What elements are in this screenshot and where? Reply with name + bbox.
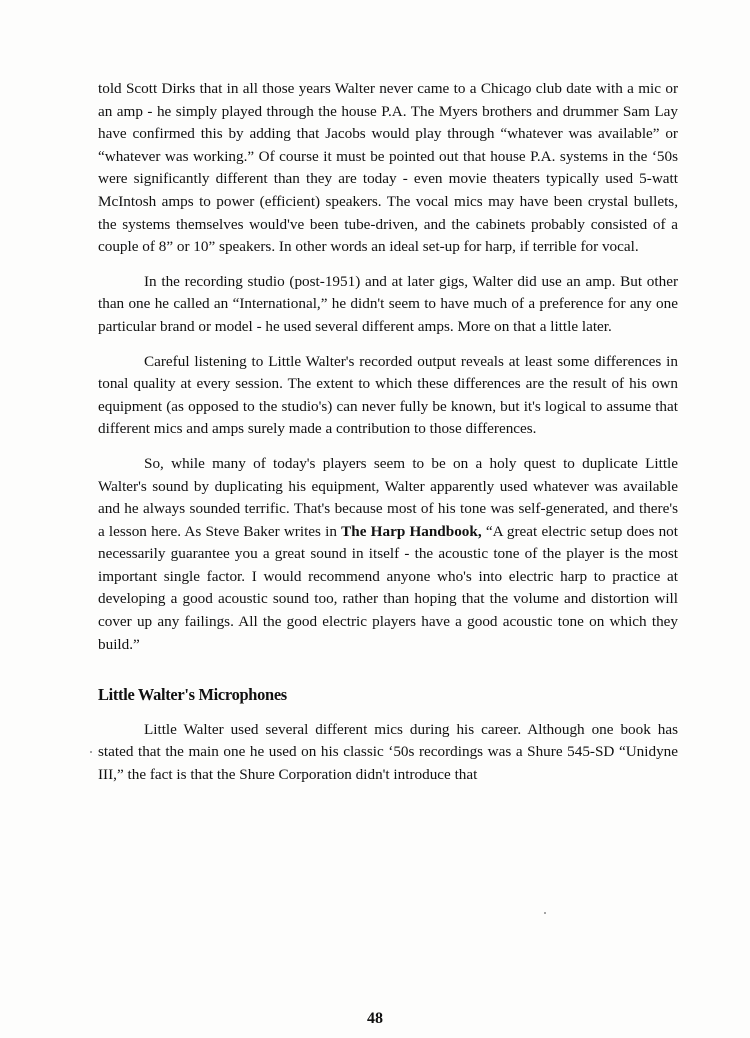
section-heading: Little Walter's Microphones <box>98 685 287 705</box>
scan-speck <box>90 751 92 753</box>
paragraph-1: told Scott Dirks that in all those years Walter never came to a Chicago club date with a mic or an amp - he simply played through the house P.A. The Myers brothers and drummer Sam Lay have confirmed this by adding that Jacobs would play through “whatever was available” or “whatever was working.” Of course it must be pointed out that house P.A. systems in the ‘50s were significantly different than they are today - even movie theaters typically used 5-watt McIntosh amps to power (efficient) speakers. The vocal mics may have been crystal bullets, the systems themselves would've been tube-driven, and the cabinets probably consisted of a couple of 8” or 10” speakers. In other words an ideal set-up for harp, if terrible for vocal. <box>98 80 678 256</box>
paragraph-3: Careful listening to Little Walter's recorded output reveals at least some differences in tonal quality at every session. The extent to which these differences are the result of his own equipment (as opposed to the studio's) can never fully be known, but it's logical to assume that different mics and amps surely made a contribution to those differences. <box>98 352 678 438</box>
paragraph-4-text-after: “A great electric setup does not necessarily guarantee you a great sound in itself - the acoustic tone of the player is the most important single factor. I would recommend anyone who's into electric harp to practice at developing a good acoustic sound too, rather than hoping that the volume and distortion will cover up any failings. All the good electric players have a good acoustic tone on which they build.” <box>98 522 678 653</box>
paragraph-4 <box>98 453 678 656</box>
book-title: The Harp Handbook, <box>341 522 482 540</box>
paragraph-2: In the recording studio (post-1951) and at later gigs, Walter did use an amp. But other than one he called an “International,” he didn't seem to have much of a preference for any one particular brand or model - he used several different amps. More on that a little later. <box>98 272 678 335</box>
scan-speck <box>544 912 546 914</box>
section-paragraph: Little Walter used several different mics during his career. Although one book has stated that the main one he used on his classic ‘50s recordings was a Shure 545-SD “Unidyne III,” the fact is that the Shure Corporation didn't introduce that <box>98 720 678 784</box>
paragraph-4-text-before: So, while many of today's players seem to be on a holy quest to duplicate Little Walter's sound by duplicating his equipment, Walter apparently used whatever was available and he always sounded terrific. That's because most of his tone was self-generated, and there's a lesson here. As Steve Baker writes in <box>98 454 678 540</box>
page-number: 48 <box>367 1010 383 1027</box>
body-text <box>98 78 678 799</box>
